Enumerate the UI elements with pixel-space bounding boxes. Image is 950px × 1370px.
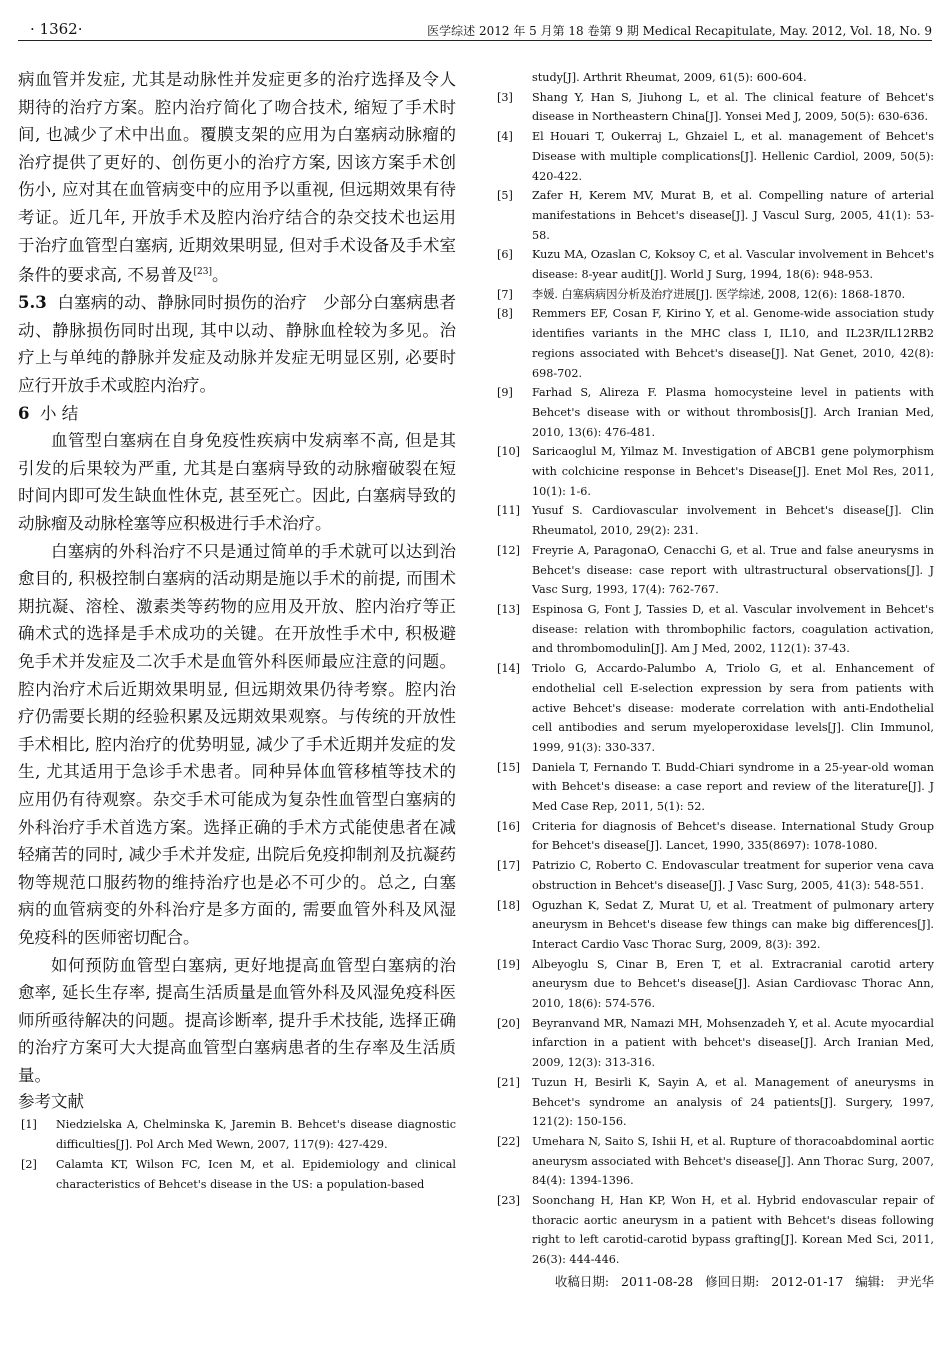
reference-number: [11] [497, 504, 520, 518]
section-6-heading: 6 小 结 [18, 403, 79, 423]
reference-text: Espinosa G, Font J, Tassies D, et al. Vascular involvement in Behcet's disease: relation with thrombophilic factors, coagulation activation, and thrombomodulin[J]. Am J Med, 2002, 112(1): 37-43. [532, 602, 934, 656]
reference-number: [4] [497, 130, 513, 144]
reference-item [494, 955, 934, 1014]
reference-number: [17] [497, 859, 520, 873]
reference-text: Kuzu MA, Ozaslan C, Koksoy C, et al. Vascular involvement in Behcet's disease: 8-year audit[J]. World J Surg, 1994, 18(6): 948-953. [532, 248, 934, 282]
reference-text: 李媛. 白塞病病因分析及治疗进展[J]. 医学综述, 2008, 12(6): 1868-1870. [532, 287, 906, 301]
reference-text: Albeyoglu S, Cinar B, Eren T, et al. Extracranial carotid artery aneurysm due to Behcet's disease[J]. Asian Cardiovasc Thorac Ann, 2010, 18(6): 574-576. [532, 957, 934, 1011]
section-5-3-text: 少部分白塞病患者动、静脉损伤同时出现, 其中以动、静脉血栓较为多见。治疗上与单纯的静脉并发症及动脉并发症无明显区别, 必要时应行开放手术或腔内治疗。 [18, 293, 457, 396]
reference-number: [9] [497, 386, 513, 400]
reference-text: Daniela T, Fernando T. Budd-Chiari syndrome in a 25-year-old woman with Behcet's disease: a case report and review of the literature[J]. J Med Case Rep, 2011, 5(1): 52. [532, 760, 934, 814]
references-heading: 参考文献 [18, 1092, 84, 1112]
right-column [494, 68, 934, 1292]
citation-23[interactable]: [23] [193, 267, 212, 278]
reference-number: [21] [497, 1075, 520, 1089]
reference-list-right [494, 88, 934, 1270]
reference-number: [6] [497, 248, 513, 262]
reference-text: Farhad S, Alireza F. Plasma homocysteine level in patients with Behcet's disease with or without thrombosis[J]. Arch Iranian Med, 2010, 13(6): 476-481. [532, 386, 934, 439]
reference-item [494, 88, 934, 127]
reference-item [494, 541, 934, 600]
reference-item [494, 817, 934, 856]
reference-number: [10] [497, 445, 520, 459]
reference-item [494, 1073, 934, 1132]
reference-text: Criteria for diagnosis of Behcet's disease. International Study Group for Behcet's disease[J]. Lancet, 1990, 335(8697): 1078-1080. [532, 819, 934, 853]
reference-item [494, 856, 934, 895]
reference-number: [18] [497, 898, 520, 912]
reference-item [494, 245, 934, 284]
reference-text: Beyranvand MR, Namazi MH, Mohsenzadeh Y, et al. Acute myocardial infarction in a patient with behcet's disease[J]. Arch Iranian Med, 2009, 12(3): 313-316. [532, 1016, 934, 1070]
left-column [18, 66, 456, 1194]
reference-item [494, 186, 934, 245]
reference-item [494, 304, 934, 383]
paragraph-summary-1: 血管型白塞病在自身免疫性疾病中发病率不高, 但是其引发的后果较为严重, 尤其是白塞病导致的动脉瘤破裂在短时间内即可发生缺血性休克, 甚至死亡。因此, 白塞病导致的动脉瘤及动脉栓塞等应积极进行手术治疗。 [18, 431, 456, 533]
journal-citation: 医学综述 2012 年 5 月第 18 卷第 9 期 Medical Recapitulate, May. 2012, Vol. 18, No. 9 [427, 24, 932, 38]
reference-text: Patrizio C, Roberto C. Endovascular treatment for superior vena cava obstruction in Behcet's disease[J]. J Vasc Surg, 2005, 41(3): 548-551. [532, 859, 934, 892]
reference-text: El Houari T, Oukerraj L, Ghzaiel L, et al. management of Behcet's Disease with multiple complications[J]. Hellenic Cardiol, 2009, 50(5): 420-422. [532, 130, 934, 183]
section-5-3 [18, 289, 456, 399]
reference-number: [12] [497, 543, 520, 557]
paragraph-summary-2: 白塞病的外科治疗不只是通过简单的手术就可以达到治愈目的, 积极控制白塞病的活动期是施以手术的前提, 而围术期抗凝、溶栓、激素类等药物的应用及开放、腔内治疗等正确术式的选择是手术成功的关键。在开放性手术中, 积极避免手术并发症及二次手术是血管外科医师最应注意的问题。腔内治疗术后近期效果明显, 但远期效果仍待考察。腔内治疗仍需要长期的经验积累及远期效果观察。与传统的开放性手术相比, 腔内治疗的优势明显, 减少了手术近期并发症的发生, 尤其适用于急诊手术患者。同种异体血管移植等技术的应用仍有待观察。杂交手术可能成为复杂性血管型白塞病的外科治疗手术首选方案。选择正确的手术方式能使患者在减轻痛苦的同时, 减少手术并发症, 出院后免疫抑制剂及抗凝药物等规范口服药物的维持治疗也是必不可少的。总之, 白塞病的血管病变的外科治疗是多方面的, 需要血管外科及风湿免疫科的医师密切配合。 [18, 541, 456, 947]
section-5-3-number: 5.3 [18, 293, 47, 313]
reference-item: [1] Niedzielska A, Chelminska K, Jaremin B. Behcet's disease diagnostic difficulties[J]. Pol Arch Med Wewn, 2007, 117(9): 427-429. [21, 1118, 456, 1152]
reference-item [494, 383, 934, 442]
reference-number: [7] [497, 287, 513, 301]
reference-item [494, 1132, 934, 1191]
reference-item [494, 501, 934, 540]
reference-text: Umehara N, Saito S, Ishii H, et al. Rupture of thoracoabdominal aortic aneurysm associated with Behcet's disease[J]. Ann Thorac Surg, 2007, 84(4): 1394-1396. [532, 1134, 934, 1188]
reference-text: Remmers EF, Cosan F, Kirino Y, et al. Genome-wide association study identifies variants in the MHC class I, IL10, and IL23R/IL12RB2 regions associated with Behcet's disease[J]. Nat Genet, 2010, 42(8): 698-702. [532, 307, 934, 380]
reference-number: [23] [497, 1194, 520, 1208]
reference-number: [16] [497, 819, 520, 833]
reference-text: Yusuf S. Cardiovascular involvement in Behcet's disease[J]. Clin Rheumatol, 2010, 29(2): 231. [532, 504, 934, 538]
reference-number: [22] [497, 1134, 520, 1148]
reference-number: [19] [497, 957, 520, 971]
section-5-3-title: 白塞病的动、静脉同时损伤的治疗 [57, 293, 307, 313]
reference-number: [13] [497, 602, 520, 616]
reference-item: [2] Calamta KT, Wilson FC, Icen M, et al. Epidemiology and clinical characteristics of Behcet's disease in the US: a population-based [21, 1157, 456, 1191]
reference-item [494, 600, 934, 659]
page-number: · 1362· [30, 20, 83, 38]
paragraph-vascular-complications: 病血管并发症, 尤其是动脉性并发症更多的治疗选择及令人期待的治疗方案。腔内治疗简化了吻合技术, 缩短了手术时间, 也减少了术中出血。覆膜支架的应用为白塞病动脉瘤的治疗提供了更好的、创伤更小的治疗方案, 因该方案手术创伤小, 应对其在血管病变中的应用予以重视, 但远期效果有待考证。近几年, 开放手术及腔内治疗结合的杂交技术也运用于治疗血管型白塞病, 近期效果明显, 但对手术设备及手术室条件的要求高, 不易普及[23]。 [18, 70, 456, 285]
reference-number: [3] [497, 90, 513, 104]
reference-text: Freyrie A, ParagonaO, Cenacchi G, et al. True and false aneurysms in Behcet's disease: case report with ultrastructural observations[J]. J Vasc Surg, 1993, 17(4): 762-767. [532, 543, 934, 597]
reference-number: [15] [497, 760, 520, 774]
reference-text: Soonchang H, Han KP, Won H, et al. Hybrid endovascular repair of thoracic aortic aneurysm in a patient with Behcet's diseas following right to left carotid-carotid bypass grafting[J]. Korean Med Sci, 2011, 26(3): 444-446. [532, 1194, 934, 1267]
reference-2-continuation: study[J]. Arthrit Rheumat, 2009, 61(5): 600-604. [532, 71, 807, 84]
paragraph-summary-3: 如何预防血管型白塞病, 更好地提高血管型白塞病的治愈率, 延长生存率, 提高生活质量是血管外科及风湿免疫科医师所亟待解决的问题。提高诊断率, 提升手术技能, 选择正确的治疗方案可大大提高血管型白塞病患者的生存率及生活质量。 [18, 955, 456, 1085]
reference-list-left [18, 1115, 456, 1194]
reference-item [494, 442, 934, 501]
page-header [18, 16, 932, 41]
reference-item [494, 1014, 934, 1073]
reference-item [494, 659, 934, 758]
reference-text: Saricaoglul M, Yilmaz M. Investigation of ABCB1 gene polymorphism with colchicine response in Behcet's Disease[J]. Enet Mol Res, 2011, 10(1): 1-6. [532, 445, 934, 498]
reference-item [494, 1191, 934, 1270]
reference-text: Zafer H, Kerem MV, Murat B, et al. Compelling nature of arterial manifestations in Behcet's disease[J]. J Vascul Surg, 2005, 41(1): 53-58. [532, 189, 934, 242]
reference-number: [14] [497, 662, 520, 676]
reference-text: Oguzhan K, Sedat Z, Murat U, et al. Treatment of pulmonary artery aneurysm in Behcet's disease few things can make big differences[J]. Interact Cardio Vasc Thorac Surg, 2009, 8(3): 392. [532, 898, 934, 951]
reference-number: [5] [497, 189, 513, 203]
reference-text: Tuzun H, Besirli K, Sayin A, et al. Management of aneurysms in Behcet's syndrome an analysis of 24 patients[J]. Surgery, 1997, 121(2): 150-156. [532, 1075, 934, 1129]
received-dates: 收稿日期: 2011-08-28 修回日期: 2012-01-17 编辑: 尹光华 [554, 1273, 934, 1289]
reference-text: Triolo G, Accardo-Palumbo A, Triolo G, et al. Enhancement of endothelial cell E-selection expression by sera from patients with active Behcet's disease: moderate correlation with anti-Endothelial cell antibodies and serum myeloperoxidase levels[J]. Clin Immunol, 1999, 91(3): 330-337. [532, 662, 934, 754]
reference-number: [8] [497, 307, 513, 321]
reference-number: [20] [497, 1016, 520, 1030]
reference-item [494, 127, 934, 186]
reference-text: Shang Y, Han S, Jiuhong L, et al. The clinical feature of Behcet's disease in Northeastern China[J]. Yonsei Med J, 2009, 50(5): 630-636. [532, 90, 934, 124]
reference-item [494, 285, 934, 305]
reference-item [494, 758, 934, 817]
reference-item [494, 896, 934, 955]
